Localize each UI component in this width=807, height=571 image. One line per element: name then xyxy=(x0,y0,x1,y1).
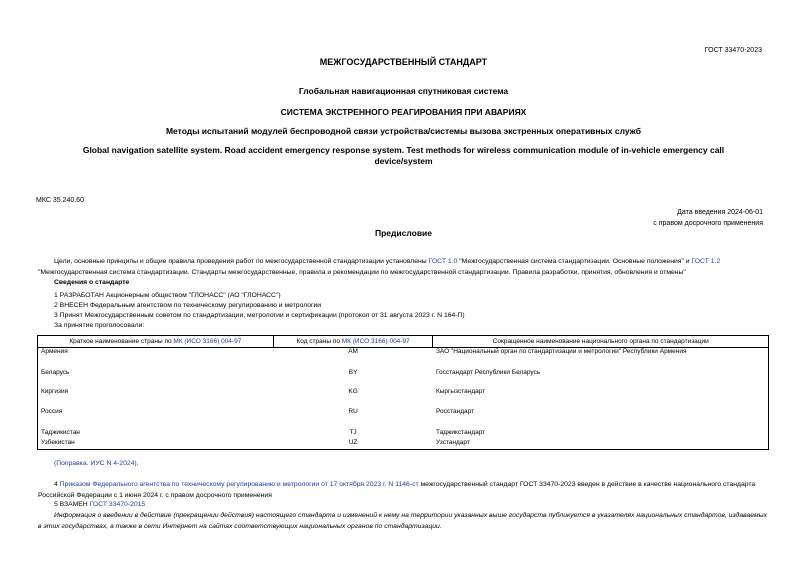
english-title: Global navigation satellite system. Road accident emergency response system. Test methods for wireless communication module of in-vehicle emergency call device/system xyxy=(82,145,725,166)
table-row xyxy=(38,348,769,369)
gost-1-2-link[interactable]: ГОСТ 1.2 xyxy=(691,258,721,265)
gost-1-0-link[interactable]: ГОСТ 1.0 xyxy=(428,258,458,265)
mk-iso-link[interactable]: МК (ИСО 3166) 004-97 xyxy=(341,338,410,345)
table-row xyxy=(38,429,769,439)
col-country-header: Краткое наименование страны по МК (ИСО 3166) 004-97 xyxy=(38,336,274,348)
document-title: Методы испытаний модулей беспроводной связи устройства/системы вызова экстренных оперативных служб xyxy=(165,126,642,136)
table-row xyxy=(38,388,769,408)
code-cell: BY xyxy=(348,368,358,376)
country-cell: Беларусь xyxy=(41,368,70,376)
order-link[interactable]: Приказом Федерального агентства по техническому регулированию и метрологии от 17 октября 2023 г. N 1146-ст xyxy=(59,481,419,488)
table-row xyxy=(38,408,769,429)
table-row xyxy=(38,369,769,388)
replaced-gost-link[interactable]: ГОСТ 33470-2015 xyxy=(89,501,146,508)
country-cell: Армения xyxy=(41,348,68,355)
standard-type: МЕЖГОСУДАРСТВЕННЫЙ СТАНДАРТ xyxy=(319,57,488,67)
country-cell: Таджикистан xyxy=(41,428,80,436)
intro-date-line1: Дата введения 2024-06-01 xyxy=(677,209,763,216)
item-5: 5 ВЗАМЕН ГОСТ 33470-2015 xyxy=(54,501,146,508)
code-cell: RU xyxy=(348,407,358,415)
voted-label: За принятие проголосовали: xyxy=(54,322,145,329)
intro-date-line2: с правом досрочного применения xyxy=(653,220,763,227)
item-3: 3 Принят Межгосударственным советом по стандартизации, метрологии и сертификации (протокол от 31 августа 2023 г. N 164-П) xyxy=(54,312,465,319)
table-row xyxy=(38,439,769,450)
system-name: Глобальная навигационная спутниковая система xyxy=(298,86,509,96)
table-header-row xyxy=(38,336,769,348)
country-cell: Киргизия xyxy=(41,387,69,395)
goals-mid: "Межгосударственная система стандартизации. Основные положения" и xyxy=(457,258,692,265)
code-cell: AM xyxy=(348,348,358,355)
item-2: 2 ВНЕСЕН Федеральным агентством по техническому регулированию и метрологии xyxy=(54,302,322,309)
amendment-link[interactable]: (Поправка. ИУС N 4-2024) xyxy=(54,460,137,467)
col-code-header: Код страны по МК (ИСО 3166) 004-97 xyxy=(273,336,433,348)
org-cell: ЗАО "Национальный орган по стандартизации и метрологии" Республики Армения xyxy=(435,348,687,355)
code-cell: UZ xyxy=(348,438,358,446)
code-cell: KG xyxy=(348,387,358,395)
info-note: Информация о введении в действие (прекращении действия) настоящего стандарта и изменений к нему на территории указанных выше государств публикуется в указателях национальных стандартов, издаваемых в этих государствах, а также в сети Интернет на сайтах соответствующих национальных органов по стандартизации. xyxy=(38,512,768,530)
item-4: 4 Приказом Федерального агентства по техническому регулированию и метрологии от 17 октября 2023 г. N 1146-ст межгосударственный стандарт ГОСТ 33470-2023 введен в действие в качестве национального стандарта Российской Федерации с 1 июня 2024 г. с правом досрочного применения xyxy=(38,481,756,499)
org-cell: Таджикстандарт xyxy=(435,428,486,436)
gost-number: ГОСТ 33470-2023 xyxy=(704,47,762,54)
org-cell: Узстандарт xyxy=(435,438,470,446)
item-1: 1 РАЗРАБОТАН Акционерным обществом "ГЛОНАСС" (АО "ГЛОНАСС") xyxy=(54,292,281,299)
org-cell: Госстандарт Республики Беларусь xyxy=(435,368,541,376)
org-cell: Кыргызстандарт xyxy=(435,387,486,395)
goals-end: "Межгосударственная система стандартизации. Стандарты межгосударственные, правила и рекомендации по межгосударственной стандартизации. Правила разработки, принятия, обновления и отмены" xyxy=(38,268,686,276)
system-title: СИСТЕМА ЭКСТРЕННОГО РЕАГИРОВАНИЯ ПРИ АВАРИЯХ xyxy=(280,107,527,117)
goals-paragraph xyxy=(38,257,770,278)
intro-date xyxy=(653,207,763,229)
col-org-header: Сокращенное наименование национального органа по стандартизации xyxy=(433,336,769,348)
org-cell: Росстандарт xyxy=(435,407,475,415)
country-cell: Узбекистан xyxy=(41,438,75,446)
info-heading: Сведения о стандарте xyxy=(54,279,130,286)
mks-code: МКС 35.240.60 xyxy=(36,197,84,204)
goals-text: Цели, основные принципы и общие правила проведения работ по межгосударственной стандартизации установлены xyxy=(54,258,429,265)
amendment-note: (Поправка. ИУС N 4-2024). xyxy=(54,460,139,467)
mk-iso-link[interactable]: МК (ИСО 3166) 004-97 xyxy=(173,338,242,345)
countries-table xyxy=(37,335,769,450)
code-cell: TJ xyxy=(349,428,357,436)
country-cell: Россия xyxy=(41,407,63,415)
foreword-heading: Предисловие xyxy=(374,228,433,238)
